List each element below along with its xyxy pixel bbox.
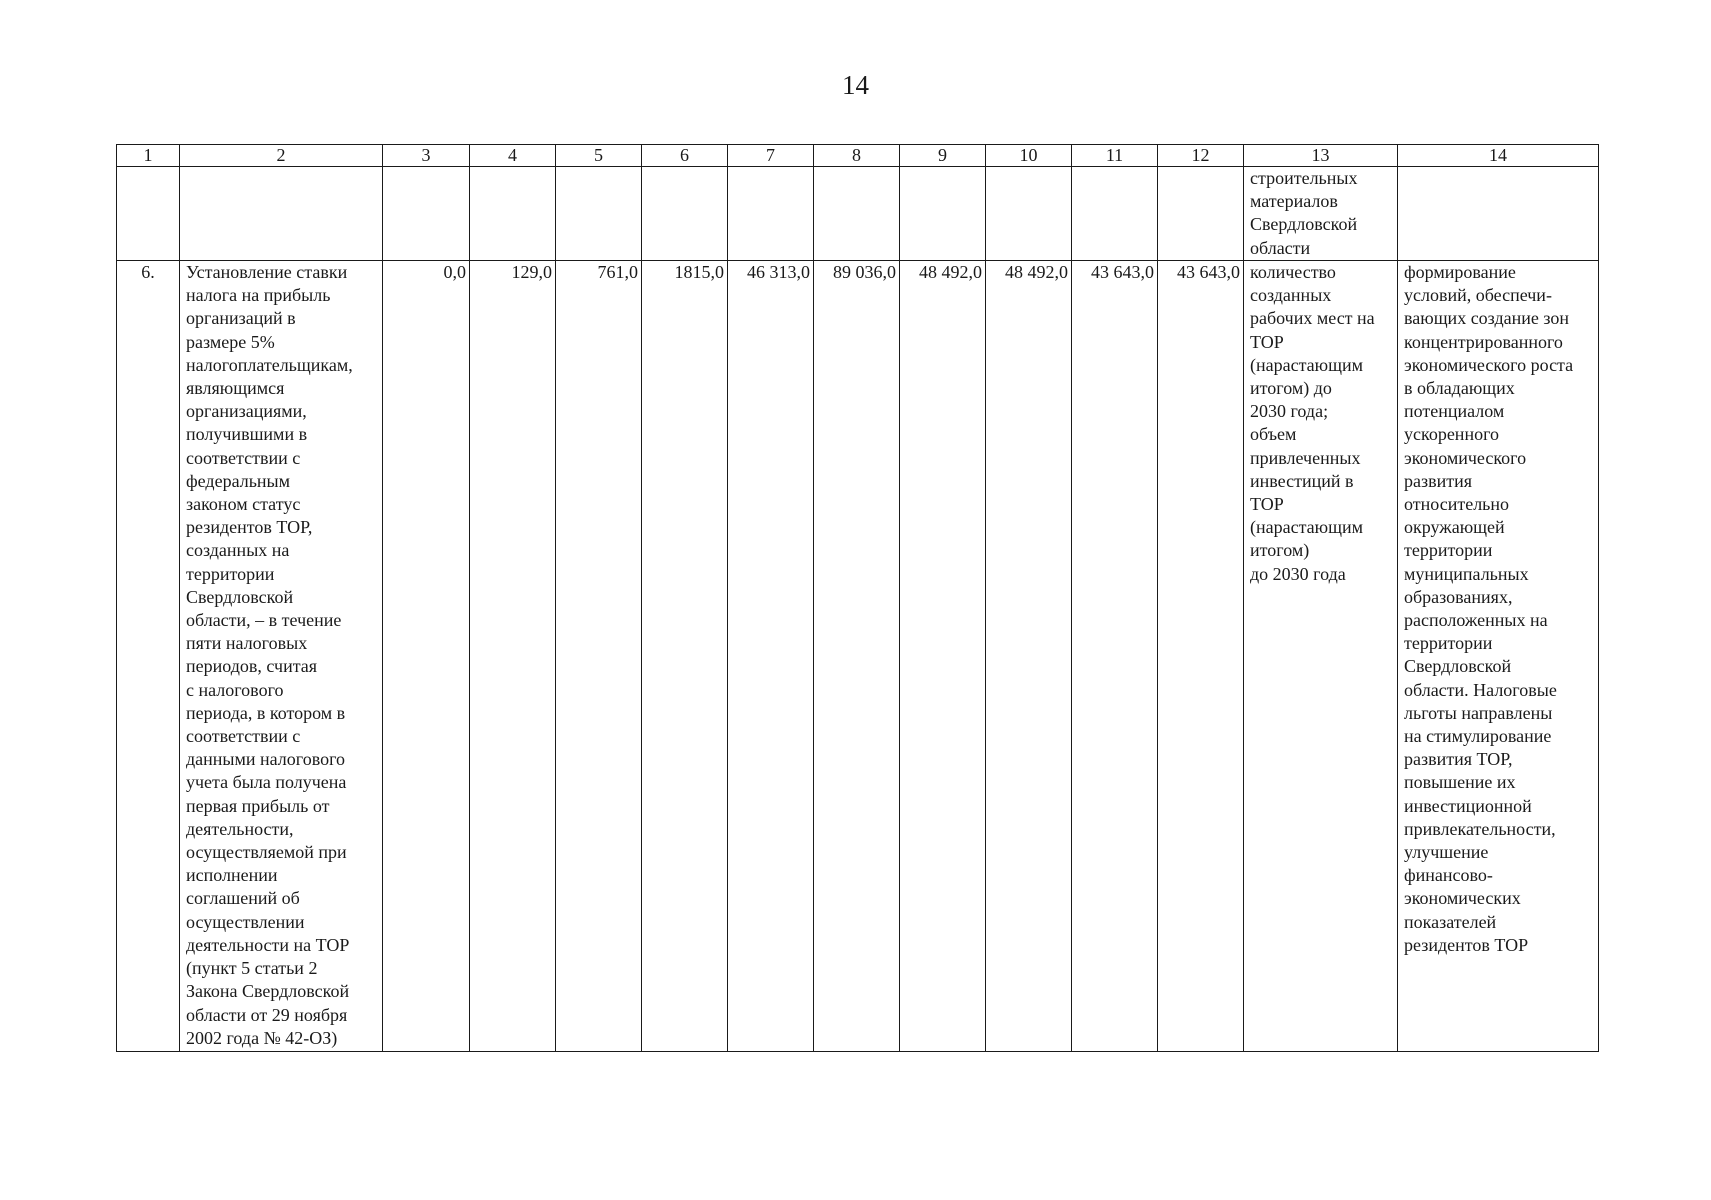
table-cell: [470, 167, 556, 261]
column-header: 5: [556, 145, 642, 167]
column-header: 1: [117, 145, 180, 167]
table-cell: [728, 167, 814, 261]
column-header: 2: [180, 145, 383, 167]
table-cell: [900, 167, 986, 261]
value-cell: 43 643,0: [1158, 261, 1244, 1052]
column-header: 14: [1398, 145, 1599, 167]
table-cell: [642, 167, 728, 261]
row-description: Установление ставки налога на прибыль организаций в размере 5% налогоплательщикам, являющимся организациями, получившими в соответствии с федеральным законом статус резидентов ТОР, созданных на территории Свердловской области, – в течение пяти налоговых периодов, считая с налогового периода, в котором в соответствии с данными налогового учета была получена первая прибыль от деятельности, осуществляемой при исполнении соглашений об осуществлении деятельности на ТОР (пункт 5 статьи 2 Закона Свердловской области от 29 ноября 2002 года № 42-ОЗ): [180, 261, 383, 1052]
tax-benefit-table: [116, 144, 1599, 1052]
column-header: 12: [1158, 145, 1244, 167]
value-cell: 48 492,0: [986, 261, 1072, 1052]
table-cell: [814, 167, 900, 261]
table-cell: [556, 167, 642, 261]
value-cell: 48 492,0: [900, 261, 986, 1052]
table-cell: [383, 167, 470, 261]
value-cell: 43 643,0: [1072, 261, 1158, 1052]
page-number: 14: [842, 70, 869, 100]
continuation-indicator-text: строительных материалов Свердловской области: [1244, 167, 1398, 261]
column-number-row: [117, 145, 1599, 167]
table-cell: [1398, 167, 1599, 261]
value-cell: 1815,0: [642, 261, 728, 1052]
table-cell: [1158, 167, 1244, 261]
value-cell: 0,0: [383, 261, 470, 1052]
table-cell: [180, 167, 383, 261]
value-cell: 46 313,0: [728, 261, 814, 1052]
column-header: 11: [1072, 145, 1158, 167]
value-cell: 129,0: [470, 261, 556, 1052]
value-cell: 761,0: [556, 261, 642, 1052]
column-header: 10: [986, 145, 1072, 167]
table-cell: [986, 167, 1072, 261]
continuation-row: [117, 167, 1599, 261]
column-header: 3: [383, 145, 470, 167]
column-header: 4: [470, 145, 556, 167]
row-goals: формирование условий, обеспечи- вающих создание зон концентрированного экономического роста в обладающих потенциалом ускоренного экономического развития относительно окружающей территории муниципальных образованиях, расположенных на территории Свердловской области. Налоговые льготы направлены на стимулирование развития ТОР, повышение их инвестиционной привлекательности, улучшение финансово- экономических показателей резидентов ТОР: [1398, 261, 1599, 1052]
table-cell: [1072, 167, 1158, 261]
table-cell: [117, 167, 180, 261]
column-header: 9: [900, 145, 986, 167]
row-number: 6.: [117, 261, 180, 1052]
column-header: 8: [814, 145, 900, 167]
column-header: 13: [1244, 145, 1398, 167]
table-row: [117, 261, 1599, 1052]
row-indicators: количество созданных рабочих мест на ТОР (нарастающим итогом) до 2030 года; объем привлеченных инвестиций в ТОР (нарастающим итогом) до 2030 года: [1244, 261, 1398, 1052]
column-header: 6: [642, 145, 728, 167]
value-cell: 89 036,0: [814, 261, 900, 1052]
column-header: 7: [728, 145, 814, 167]
